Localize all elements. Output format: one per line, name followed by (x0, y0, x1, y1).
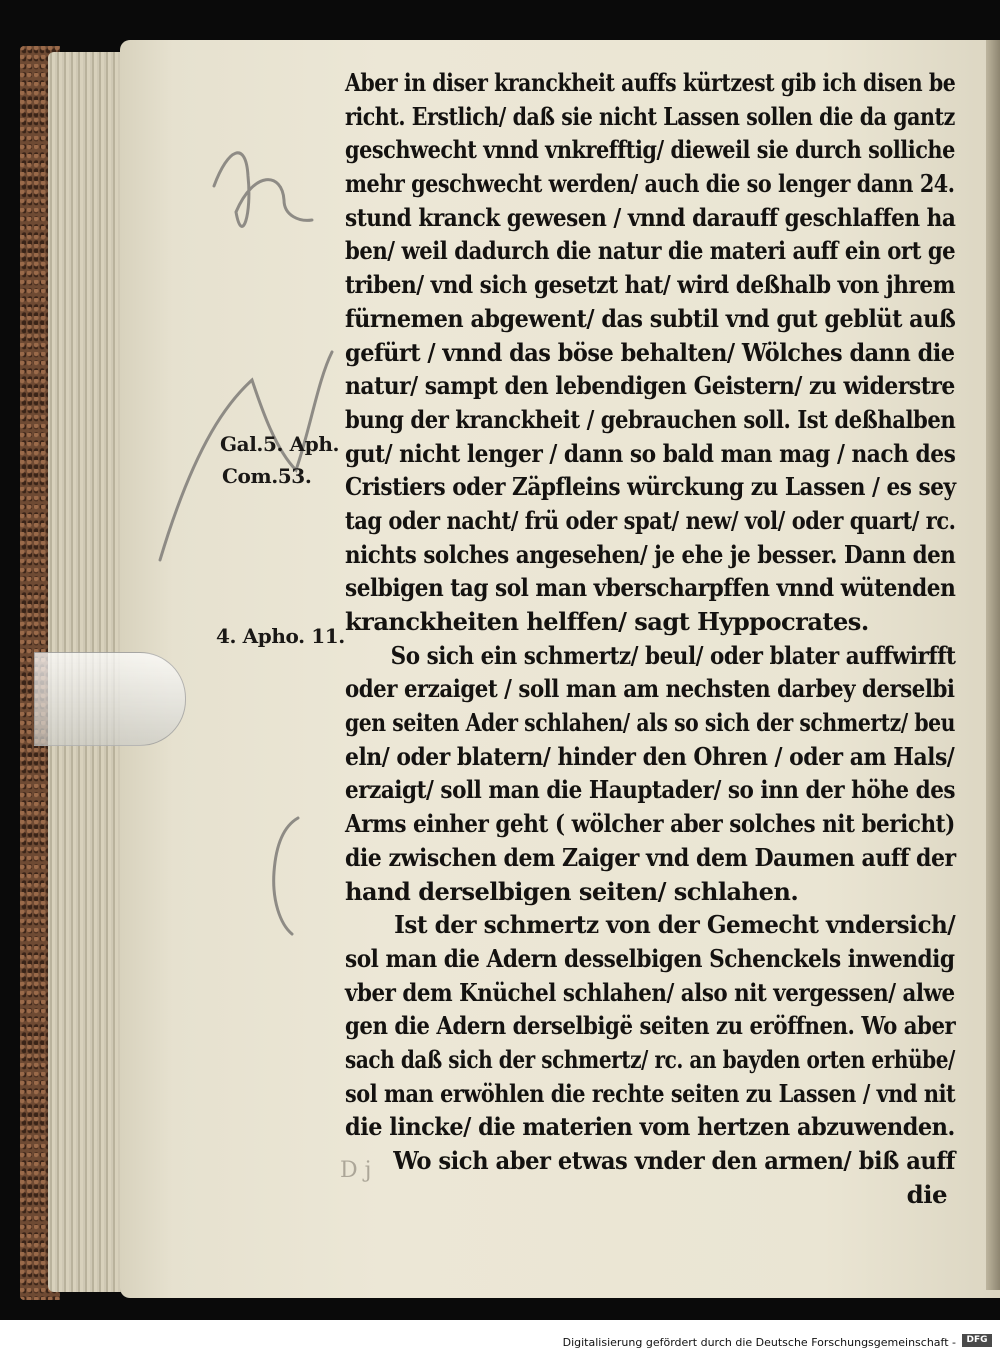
text-line: gefürt / vnnd das böse behalten/ Wölches dann die (345, 337, 955, 367)
text-line: richt. Erstlich/ daß sie nicht Lassen sollen die da gantz (345, 101, 955, 131)
text-line: ben/ weil dadurch die natur die materi auff ein ort ge (345, 236, 956, 266)
text-line: natur/ sampt den lebendigen Geistern/ zu widerstre (345, 371, 955, 401)
text-line: oder erzaiget / soll man am nechsten darbey derselbi (345, 674, 955, 704)
text-line: kranckheiten helffen/ sagt Hyppocrates. (345, 607, 869, 636)
marginal-note-com: Com.53. (222, 464, 312, 488)
text-line: mehr geschwecht werden/ auch die so lenger dann 24. (345, 169, 955, 199)
text-line: Wo sich aber etwas vnder den armen/ biß auff (393, 1146, 955, 1175)
text-line: Aber in diser kranckheit auffs kürtzest gib ich disen be (345, 68, 956, 97)
catchword: die (906, 1179, 947, 1209)
text-line: sol man erwöhlen die rechte seiten zu Lassen / vnd nit (345, 1078, 956, 1108)
text-line: eln/ oder blatern/ hinder den Ohren / oder am Hals/ (345, 741, 955, 771)
text-line: gen die Adern derselbigë seiten zu eröffnen. Wo aber (345, 1011, 956, 1041)
text-line: triben/ vnd sich gesetzt hat/ wird deßhalb von jhrem (345, 270, 956, 300)
text-line: nichts solches angesehen/ je ehe je besser. Dann den (345, 539, 956, 569)
text-line: die lincke/ die materien vom hertzen abzuwenden. (345, 1112, 955, 1142)
marginal-note-apho: 4. Apho. 11. (216, 624, 345, 648)
footer-credit: Digitalisierung gefördert durch die Deutsche Forschungsgemeinschaft - (562, 1336, 956, 1349)
text-line: tag oder nacht/ frü oder spat/ new/ vol/ oder quart/ rc. (345, 505, 956, 535)
text-line: die zwischen dem Zaiger vnd dem Daumen auff der (345, 842, 956, 872)
text-line: sach daß sich der schmertz/ rc. an bayden orten erhübe/ (345, 1044, 955, 1074)
dfg-logo: DFG (962, 1334, 992, 1347)
signature-mark: D j (340, 1158, 372, 1183)
text-line: gen seiten Ader schlahen/ als so sich der schmertz/ beu (345, 708, 956, 738)
text-line: bung der kranckheit / gebrauchen soll. Ist deßhalben (345, 404, 956, 434)
text-line: fürnemen abgewent/ das subtil vnd gut geblüt auß (345, 303, 956, 333)
body-text (345, 66, 965, 1211)
text-line: vber dem Knüchel schlahen/ also nit vergessen/ alwe (345, 977, 955, 1007)
page-clip (34, 652, 186, 746)
text-line: selbigen tag sol man vberscharpffen vnnd wütenden (345, 573, 956, 603)
text-line: So sich ein schmertz/ beul/ oder blater auffwirfft (390, 640, 956, 670)
text-line: geschwecht vnnd vnkrefftig/ dieweil sie durch solliche (345, 135, 955, 165)
text-line: erzaigt/ soll man die Hauptader/ so inn der höhe des (345, 775, 956, 805)
text-line: Arms einher geht ( wölcher aber solches nit bericht) (345, 809, 955, 839)
text-line: sol man die Adern desselbigen Schenckels inwendig (345, 943, 955, 973)
text-line: gut/ nicht lenger / dann so bald man mag / nach des (345, 438, 956, 468)
text-line: Ist der schmertz von der Gemecht vndersich/ (394, 910, 956, 940)
marginal-note-galen: Gal.5. Aph. (220, 432, 340, 456)
gutter-shadow (986, 40, 1000, 1290)
text-line: Cristiers oder Zäpfleins würckung zu Lassen / es sey (345, 472, 956, 502)
text-line: stund kranck gewesen / vnnd darauff geschlaffen ha (345, 202, 956, 232)
text-line: hand derselbigen seiten/ schlahen. (345, 876, 799, 906)
